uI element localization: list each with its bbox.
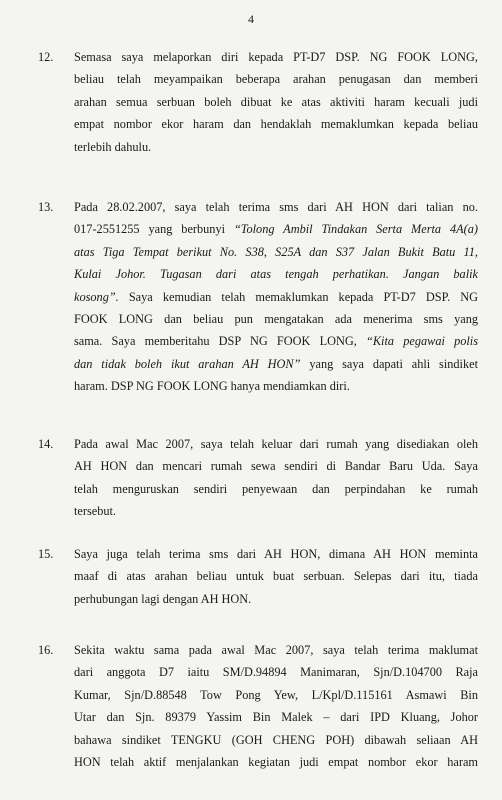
text-segment: Saya kemudian telah memaklumkan kepada PT-D7 DSP. NG: [118, 289, 478, 304]
quoted-statement: dan tidak boleh ikut arahan AH HON”: [74, 356, 301, 371]
text-line: [74, 286, 478, 308]
text-segment: 017-2551255 yang berbunyi: [74, 222, 234, 237]
text-line: [74, 330, 478, 352]
paragraph-number: 13.: [38, 200, 54, 214]
paragraph-15: [38, 543, 478, 610]
text-line: Sekita waktu sama pada awal Mac 2007, saya telah terima maklumat: [74, 643, 478, 657]
paragraph-text: [74, 46, 478, 158]
page-number: 4: [248, 12, 254, 26]
text-line: arahan semua serbuan boleh dibuat ke atas aktiviti haram kecuali judi: [74, 94, 478, 109]
text-segment: yang saya dapati ahli sindiket: [300, 356, 478, 371]
paragraph-text: [74, 196, 478, 398]
quoted-sms-text: atas Tiga Tempat berikut No. S38, S25A dan S37 Jalan Bukit Batu 11,: [74, 244, 478, 259]
text-line: AH HON dan mencari rumah sewa sendiri di Bandar Baru Uda. Saya: [74, 459, 478, 474]
text-line: [74, 218, 478, 240]
text-line: Saya juga telah terima sms dari AH HON, dimana AH HON meminta: [74, 547, 478, 561]
text-line: tersebut.: [74, 504, 117, 519]
text-line: Semasa saya melaporkan diri kepada PT-D7 DSP. NG FOOK LONG,: [74, 50, 478, 64]
paragraph-16: [38, 639, 478, 773]
text-line: [74, 241, 478, 263]
text-line: empat nombor ekor haram dan hendaklah memaklumkan kepada beliau: [74, 117, 478, 132]
text-line: perhubungan lagi dengan AH HON.: [74, 591, 252, 606]
paragraph-12: [38, 46, 478, 158]
text-line: FOOK LONG dan beliau pun mengatakan ada menerima sms yang: [74, 312, 478, 327]
text-line: beliau telah meyampaikan beberapa arahan penugasan dan memberi: [74, 72, 478, 87]
quoted-statement: “Kita pegawai polis: [366, 334, 478, 349]
text-line: Pada 28.02.2007, saya telah terima sms dari AH HON dari talian no.: [74, 200, 478, 214]
paragraph-14: [38, 433, 478, 523]
text-line: Kumar, Sjn/D.88548 Tow Pong Yew, L/Kpl/D.115161 Asmawi Bin: [74, 687, 478, 702]
text-line: Utar dan Sjn. 89379 Yassim Bin Malek – dari IPD Kluang, Johor: [74, 710, 478, 725]
paragraph-number: 14.: [38, 437, 54, 451]
text-line: [74, 353, 478, 375]
paragraph-13: [38, 196, 478, 398]
text-line: maaf di atas arahan beliau untuk buat serbuan. Selepas dari itu, tiada: [74, 569, 478, 584]
text-line: HON telah aktif menjalankan kegiatan judi empat nombor ekor haram: [74, 755, 478, 770]
quoted-sms-text: “Tolong Ambil Tindakan Serta Merta 4A(a): [233, 222, 478, 237]
paragraph-number: 12.: [38, 50, 54, 64]
quoted-sms-text: Kulai Johor. Tugasan dari atas tengah perhatikan. Jangan balik: [74, 267, 478, 282]
paragraph-text: [74, 543, 478, 610]
text-line: haram. DSP NG FOOK LONG hanya mendiamkan diri.: [74, 379, 350, 394]
paragraph-number: 15.: [38, 547, 54, 561]
paragraph-text: [74, 639, 478, 773]
quoted-sms-text: kosong”.: [74, 289, 119, 304]
paragraph-number: 16.: [38, 643, 54, 657]
text-line: dari anggota D7 iaitu SM/D.94894 Manimaran, Sjn/D.104700 Raja: [74, 665, 478, 680]
text-line: bahawa sindiket TENGKU (GOH CHENG POH) dibawah seliaan AH: [74, 732, 478, 747]
text-line: terlebih dahulu.: [74, 139, 152, 154]
text-line: telah menguruskan sendiri penyewaan dan perpindahan ke rumah: [74, 481, 478, 496]
text-segment: sama. Saya memberitahu DSP NG FOOK LONG,: [74, 334, 366, 349]
text-line: Pada awal Mac 2007, saya telah keluar dari rumah yang disediakan oleh: [74, 437, 478, 451]
text-line: [74, 263, 478, 285]
paragraph-text: [74, 433, 478, 523]
